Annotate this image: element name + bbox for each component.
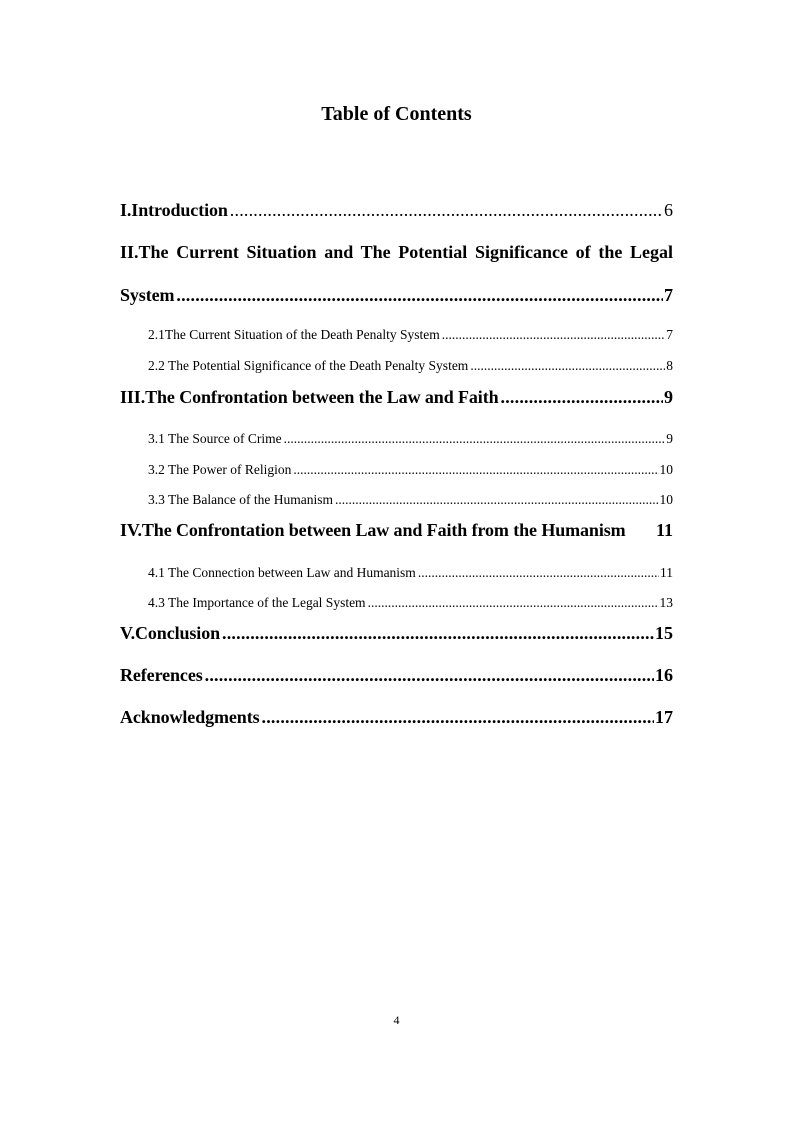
toc-entry-label: V.Conclusion (120, 623, 221, 643)
toc-entry-page: 17 (655, 707, 673, 727)
toc-entry-label: 2.2 The Potential Significance of the Death Penalty System (148, 358, 469, 373)
dot-leader (293, 461, 658, 479)
toc-entry-label: 3.3 The Balance of the Humanism (148, 492, 333, 507)
toc-entry-page: 10 (659, 462, 673, 477)
toc-entry-label: Acknowledgments (120, 707, 260, 727)
dot-leader (284, 430, 666, 448)
toc-entry-current-situation-line1[interactable]: II.The Current Situation and The Potential Significance of the Legal (120, 242, 673, 262)
toc-entry-page: 11 (660, 565, 673, 580)
toc-entry-label: I.Introduction (120, 200, 228, 220)
toc-entry-label: References (120, 665, 203, 685)
dot-leader (335, 491, 659, 509)
dot-leader (442, 326, 666, 344)
toc-entry-page: 7 (664, 285, 673, 305)
toc-entry-page: 15 (655, 623, 673, 643)
toc-subentry-2-1[interactable] (148, 326, 673, 344)
toc-subentry-4-1[interactable] (148, 564, 673, 582)
toc-entry-label: 3.1 The Source of Crime (148, 431, 282, 446)
page-title: Table of Contents (321, 103, 472, 125)
dot-leader (262, 705, 654, 729)
dot-leader (205, 663, 654, 687)
toc-entry-acknowledgments[interactable] (120, 705, 673, 729)
toc-entry-label: 2.1The Current Situation of the Death Penalty System (148, 327, 440, 342)
toc-entry-humanism[interactable] (120, 518, 673, 542)
dot-leader (470, 357, 665, 375)
toc-entry-label: System (120, 285, 175, 305)
toc-entry-references[interactable] (120, 663, 673, 687)
toc-subentry-3-1[interactable] (148, 430, 673, 448)
toc-entry-current-situation[interactable] (120, 283, 673, 307)
toc-subentry-4-3[interactable] (148, 594, 673, 612)
toc-subentry-3-2[interactable] (148, 461, 673, 479)
dot-leader (501, 385, 663, 409)
toc-entry-conclusion[interactable] (120, 621, 673, 645)
dot-leader (222, 621, 654, 645)
toc-entry-law-and-faith[interactable] (120, 385, 673, 409)
toc-entry-page: 9 (666, 431, 673, 446)
toc-entry-label: 4.1 The Connection between Law and Humanism (148, 565, 416, 580)
toc-entry-label: 4.3 The Importance of the Legal System (148, 595, 366, 610)
toc-entry-page: 11 (655, 520, 673, 540)
toc-entry-introduction[interactable] (120, 198, 673, 222)
dot-leader (176, 283, 663, 307)
page-number: 4 (393, 1013, 400, 1027)
toc-entry-page: 9 (664, 387, 673, 407)
toc-entry-label: 3.2 The Power of Religion (148, 462, 292, 477)
toc-entry-label: III.The Confrontation between the Law and Faith (120, 387, 499, 407)
dot-leader (230, 198, 663, 222)
toc-entry-label: IV.The Confrontation between Law and Faith from the Humanism (120, 520, 626, 540)
toc-entry-page: 13 (659, 595, 673, 610)
dot-leader (368, 594, 659, 612)
toc-entry-page: 16 (655, 665, 673, 685)
toc-entry-page: 7 (666, 327, 673, 342)
dot-leader (418, 564, 659, 582)
toc-entry-page: 10 (659, 492, 673, 507)
toc-entry-page: 6 (664, 200, 673, 220)
toc-entry-page: 8 (666, 358, 673, 373)
toc-subentry-2-2[interactable] (148, 357, 673, 375)
toc-subentry-3-3[interactable] (148, 491, 673, 509)
